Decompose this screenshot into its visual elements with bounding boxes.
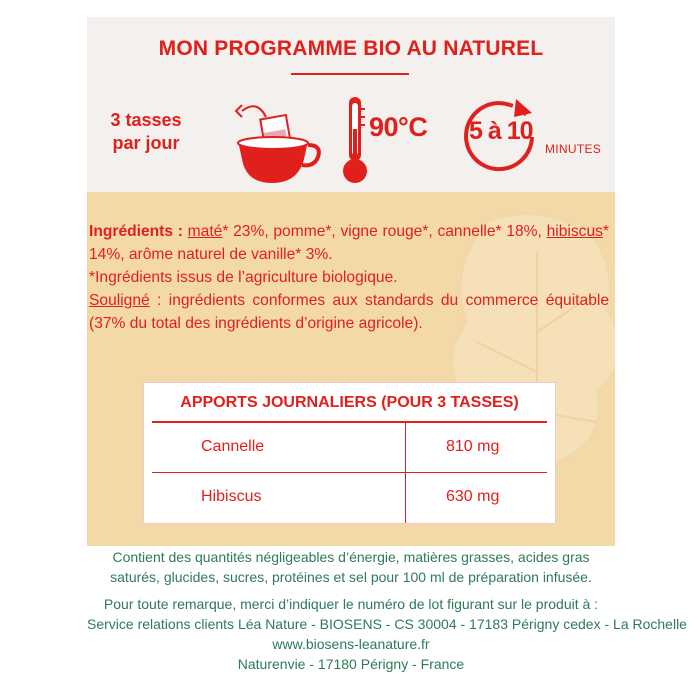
table-header: APPORTS JOURNALIERS (POUR 3 TASSES) [180, 394, 519, 411]
dose-line1: 3 tasses [110, 110, 182, 130]
temperature-label: 90°C [369, 112, 428, 142]
table-cell-name: Cannelle [201, 438, 265, 455]
teacup-icon [230, 97, 322, 189]
ing-hibiscus: hibiscus [546, 223, 603, 240]
ingredients-block [89, 220, 609, 335]
nutrition-statement [87, 547, 615, 587]
daily-intake-table [143, 382, 556, 524]
contact-line: Pour toute remarque, merci d’indiquer le numéro de lot figurant sur le produit à : [103, 596, 599, 612]
table-header-rule [152, 421, 547, 423]
underline-legend: Souligné [89, 292, 150, 309]
fair-trade-text: : ingrédients conformes aux standards du commerce équitable (37% du total des ingrédients d’origine agricole). [89, 292, 609, 332]
ing-part: * 23%, pomme*, vigne rouge*, cannelle* 18%, [222, 223, 547, 240]
title-divider [291, 73, 409, 75]
ingredients-list [89, 220, 609, 266]
contact-block [87, 594, 687, 674]
ingredients-label: Ingrédients : [89, 223, 183, 240]
nutrition-line: Contient des quantités négligeables d’énergie, matières grasses, acides gras [112, 549, 590, 565]
thermometer-icon [341, 95, 369, 187]
website-text: www.biosens-leanature.fr [272, 636, 430, 652]
table-cell-value: 810 mg [446, 438, 500, 455]
bio-note: *Ingrédients issus de l’agriculture biologique. [89, 269, 398, 286]
contact-line: Service relations clients Léa Nature - BIOSENS - CS 30004 - 17183 Périgny cedex - La Rochelle [87, 616, 687, 632]
brew-time-value: 5 à 10 [469, 117, 533, 145]
ing-mate: maté [187, 223, 223, 240]
dose-text [91, 109, 201, 155]
dose-line2: par jour [112, 133, 180, 153]
nutrition-line: saturés, glucides, sucres, protéines et sel pour 100 ml de préparation infusée. [110, 569, 592, 585]
fair-trade-note [89, 289, 609, 335]
brew-time-unit: MINUTES [545, 142, 602, 156]
ing-part: * 14%, arôme naturel de vanille* 3%. [89, 223, 609, 263]
table-cell-name: Hibiscus [201, 488, 262, 505]
program-title: MON PROGRAMME BIO AU NATUREL [158, 37, 544, 60]
table-cell-value: 630 mg [446, 488, 500, 505]
table-row-rule [152, 472, 547, 473]
table-column-rule [405, 423, 406, 523]
contact-line: Naturenvie - 17180 Périgny - France [237, 656, 465, 672]
